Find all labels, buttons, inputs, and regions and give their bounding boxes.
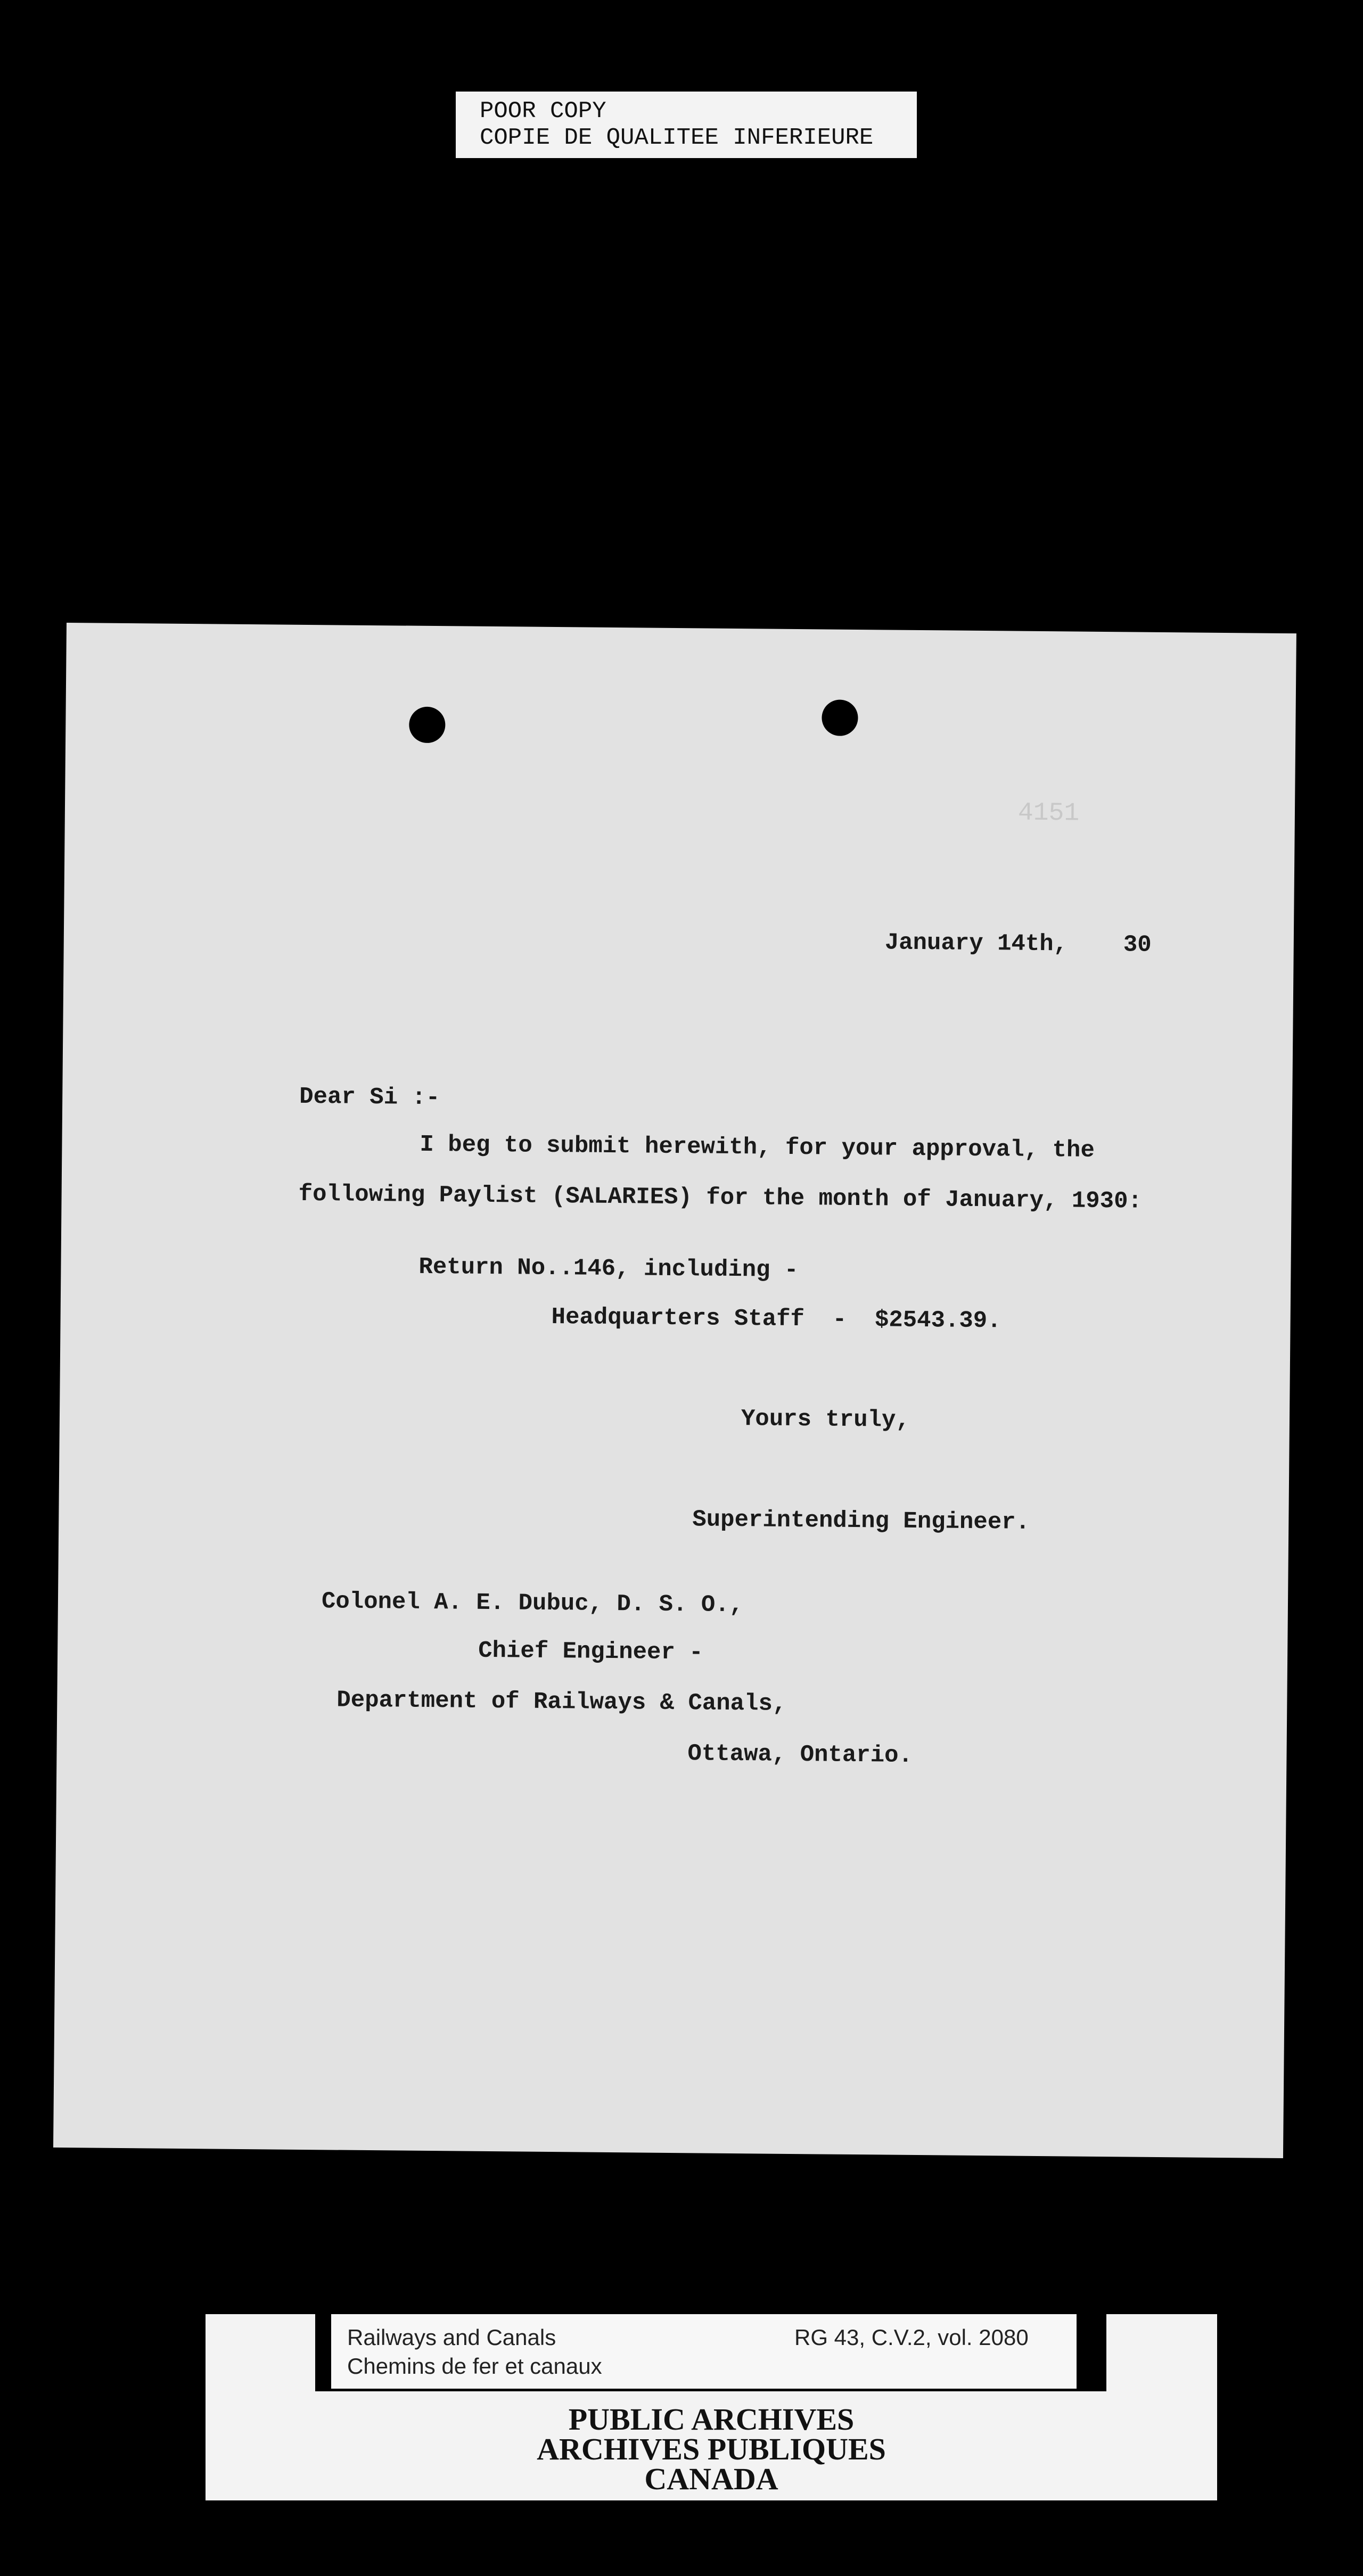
archives-country: CANADA <box>644 2462 778 2496</box>
letter-year: 30 <box>1123 931 1152 959</box>
addressee-city: Ottawa, Ontario. <box>687 1740 913 1769</box>
letter-page <box>53 623 1296 2158</box>
staff-amount-line: Headquarters Staff - $2543.39. <box>551 1303 1001 1335</box>
body-line: following Paylist (SALARIES) for the month of January, 1930: <box>298 1180 1143 1215</box>
signature-title: Superintending Engineer. <box>692 1506 1030 1536</box>
poor-copy-line: POOR COPY <box>480 98 606 125</box>
letter-date: January 14th, <box>884 929 1068 958</box>
archives-footer <box>206 2314 1217 2500</box>
addressee-title: Chief Engineer - <box>478 1637 703 1666</box>
archives-english: PUBLIC ARCHIVES <box>568 2402 855 2437</box>
file-number: 4151 <box>1017 798 1080 828</box>
record-reference: RG 43, C.V.2, vol. 2080 <box>794 2325 1029 2350</box>
addressee-name: Colonel A. E. Dubuc, D. S. O., <box>321 1588 744 1619</box>
poor-copy-label <box>456 92 917 158</box>
punch-hole <box>409 707 446 744</box>
return-line: Return No..146, including - <box>418 1253 799 1284</box>
series-label <box>331 2314 1077 2389</box>
addressee-department: Department of Railways & Canals, <box>336 1687 787 1718</box>
poor-copy-line-french: COPIE DE QUALITEE INFERIEURE <box>480 125 874 151</box>
closing: Yours truly, <box>741 1406 910 1434</box>
archives-title <box>206 2402 1217 2496</box>
body-line: I beg to submit herewith, for your approval, the <box>420 1131 1095 1164</box>
archives-french: ARCHIVES PUBLIQUES <box>537 2432 886 2466</box>
punch-hole <box>822 699 858 736</box>
series-english: Railways and Canals <box>347 2325 556 2350</box>
series-french: Chemins de fer et canaux <box>347 2354 602 2379</box>
salutation: Dear Si :- <box>299 1083 440 1112</box>
